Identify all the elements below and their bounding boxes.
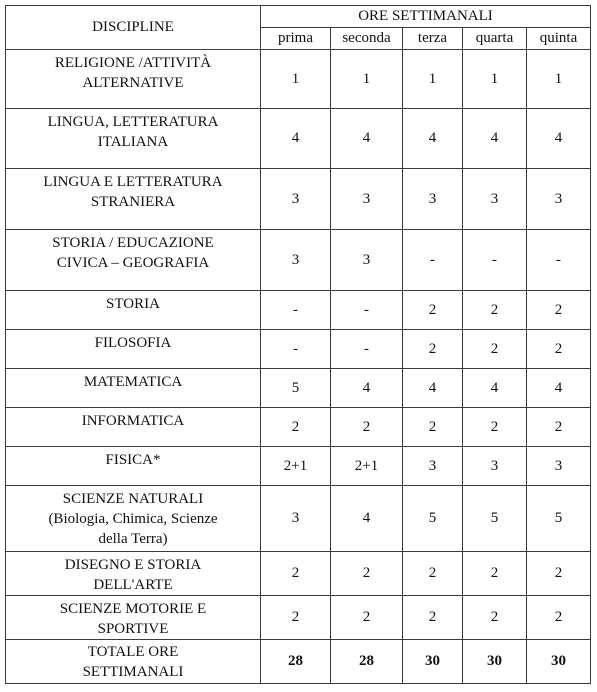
table-row (6, 169, 591, 230)
table-row (6, 369, 591, 408)
year-header: prima (261, 28, 331, 50)
hours-cell: 2 (403, 291, 463, 330)
subject-line: STRANIERA (90, 194, 176, 210)
hours-cell: 2 (463, 291, 527, 330)
subject-line: MATEMATICA (83, 374, 183, 390)
hours-cell: 3 (403, 447, 463, 486)
hours-cell: 2+1 (261, 447, 331, 486)
hours-cell: 2 (527, 408, 591, 447)
hours-cell: 1 (261, 50, 331, 109)
hours-cell: - (331, 330, 403, 369)
table-row (6, 596, 591, 640)
hours-cell: 3 (261, 230, 331, 291)
subject-line: (Biologia, Chimica, Scienze (48, 511, 218, 527)
total-hours-cell: 30 (463, 640, 527, 684)
subject-cell (6, 50, 261, 109)
table-row (6, 408, 591, 447)
total-label (6, 640, 261, 684)
subject-line: CIVICA – GEOGRAFIA (56, 255, 210, 271)
total-hours-cell: 28 (261, 640, 331, 684)
hours-cell: - (463, 230, 527, 291)
subject-cell (6, 596, 261, 640)
subject-cell (6, 230, 261, 291)
weekly-hours-table (5, 5, 591, 684)
hours-cell: 2 (331, 596, 403, 640)
table-row (6, 230, 591, 291)
subject-line: RELIGIONE /ATTIVITÀ (54, 55, 212, 71)
subject-line: FILOSOFIA (94, 335, 172, 351)
hours-cell: 3 (463, 447, 527, 486)
hours-cell: - (331, 291, 403, 330)
hours-cell: 1 (403, 50, 463, 109)
table-row (6, 447, 591, 486)
hours-cell: 2+1 (331, 447, 403, 486)
year-header: terza (403, 28, 463, 50)
total-hours-cell: 30 (527, 640, 591, 684)
hours-cell: 4 (403, 369, 463, 408)
subject-line: DELL'ARTE (93, 577, 173, 593)
hours-cell: 3 (527, 447, 591, 486)
hours-cell: 3 (331, 230, 403, 291)
subject-line: DISEGNO E STORIA (64, 557, 202, 573)
table-row (6, 330, 591, 369)
hours-cell: 2 (261, 408, 331, 447)
total-hours-cell: 28 (331, 640, 403, 684)
hours-cell: 2 (261, 552, 331, 596)
hours-cell: 2 (463, 408, 527, 447)
hours-cell: 2 (403, 596, 463, 640)
subject-cell (6, 330, 261, 369)
subject-cell (6, 408, 261, 447)
hours-cell: 3 (527, 169, 591, 230)
hours-cell: 4 (463, 109, 527, 169)
hours-cell: 1 (463, 50, 527, 109)
hours-cell: - (261, 291, 331, 330)
hours-cell: 2 (403, 330, 463, 369)
hours-cell: - (261, 330, 331, 369)
table-row (6, 291, 591, 330)
hours-cell: 2 (261, 596, 331, 640)
hours-cell: 3 (403, 169, 463, 230)
subject-line: LINGUA E LETTERATURA (43, 174, 223, 190)
hours-cell: 4 (527, 109, 591, 169)
hours-cell: 2 (463, 552, 527, 596)
table-row (6, 50, 591, 109)
subject-cell (6, 169, 261, 230)
subject-line: TOTALE ORE (87, 643, 179, 660)
subject-line: SPORTIVE (97, 621, 169, 637)
hours-cell: 2 (403, 408, 463, 447)
hours-cell: 3 (261, 169, 331, 230)
subject-line: LINGUA, LETTERATURA (47, 114, 219, 130)
hours-cell: 3 (331, 169, 403, 230)
subject-line: SETTIMANALI (82, 663, 184, 680)
hours-cell: 4 (331, 486, 403, 552)
subject-line: STORIA (106, 296, 160, 312)
hours-cell: 4 (527, 369, 591, 408)
hours-cell: 3 (261, 486, 331, 552)
hours-cell: 5 (527, 486, 591, 552)
year-header: quinta (527, 28, 591, 50)
total-row (6, 640, 591, 684)
hours-cell: 4 (261, 109, 331, 169)
hours-cell: 2 (527, 330, 591, 369)
hours-cell: - (403, 230, 463, 291)
subject-cell (6, 447, 261, 486)
hours-cell: 4 (403, 109, 463, 169)
hours-cell: 1 (527, 50, 591, 109)
hours-cell: 5 (261, 369, 331, 408)
hours-cell: 2 (527, 552, 591, 596)
hours-cell: 5 (403, 486, 463, 552)
hours-cell: - (527, 230, 591, 291)
subject-line: ITALIANA (97, 134, 169, 150)
hours-cell: 5 (463, 486, 527, 552)
hours-cell: 4 (331, 109, 403, 169)
hours-cell: 2 (463, 596, 527, 640)
subject-cell (6, 486, 261, 552)
hours-cell: 2 (403, 552, 463, 596)
table-row (6, 109, 591, 169)
hours-cell: 4 (331, 369, 403, 408)
hours-cell: 3 (463, 169, 527, 230)
hours-cell: 2 (527, 291, 591, 330)
weekly-hours-header: ORE SETTIMANALI (261, 6, 591, 28)
subject-line: SCIENZE MOTORIE E (59, 601, 207, 617)
hours-cell: 2 (463, 330, 527, 369)
hours-cell: 2 (527, 596, 591, 640)
hours-cell: 2 (331, 408, 403, 447)
year-header: quarta (463, 28, 527, 50)
subject-line: STORIA / EDUCAZIONE (52, 235, 214, 251)
year-header: seconda (331, 28, 403, 50)
total-hours-cell: 30 (403, 640, 463, 684)
table-row (6, 486, 591, 552)
subject-line: FISICA* (105, 452, 161, 468)
hours-cell: 4 (463, 369, 527, 408)
subject-cell (6, 369, 261, 408)
subject-cell (6, 291, 261, 330)
subject-line: SCIENZE NATURALI (62, 491, 204, 507)
hours-cell: 1 (331, 50, 403, 109)
hours-cell: 2 (331, 552, 403, 596)
subject-cell (6, 109, 261, 169)
table-row (6, 552, 591, 596)
subject-line: INFORMATICA (81, 413, 185, 429)
subject-cell (6, 552, 261, 596)
subject-line: della Terra) (98, 531, 168, 547)
disciplines-header: DISCIPLINE (6, 6, 261, 50)
subject-line: ALTERNATIVE (82, 75, 184, 91)
